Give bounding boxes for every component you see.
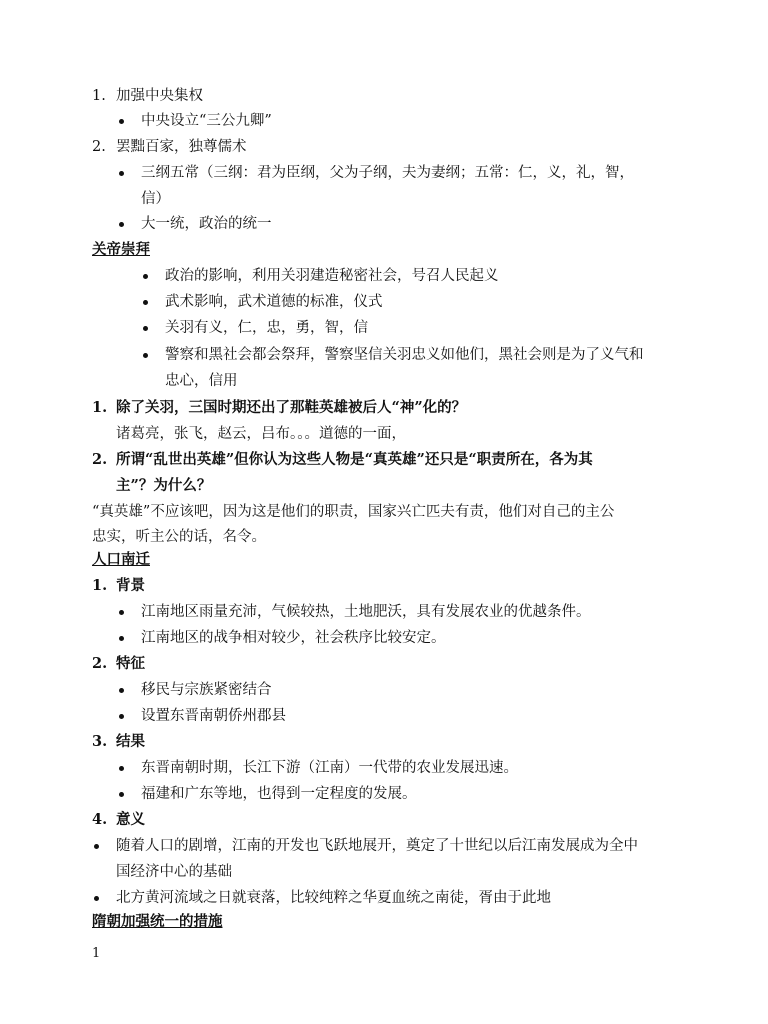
question: 除了关羽，三国时期还出了那鞋英雄被后人“神”化的？: [116, 399, 467, 416]
bullet-item: 随着人口的剧增，江南的开发也飞跃地展开，奠定了十世纪以后江南发展成为全中: [116, 838, 638, 854]
bullet-icon: [143, 274, 148, 279]
bullet-icon: [143, 353, 148, 358]
bullet-item-continued: 国经济中心的基础: [116, 864, 232, 880]
question-number: 2.: [92, 451, 108, 468]
section-heading: 人口南迁: [92, 551, 150, 568]
bullet-item: 关羽有义，仁，忠，勇，智，信: [165, 320, 368, 336]
bullet-item: 三纲五常（三纲：君为臣纲，父为子纲，夫为妻纲；五常：仁，义，礼，智，: [141, 165, 634, 181]
answer: “真英雄”不应该吧，因为这是他们的职责，国家兴亡匹夫有责，他们对自己的主公: [92, 504, 615, 520]
subheading: 结果: [116, 733, 145, 750]
list-number: 1.: [92, 577, 108, 594]
subheading: 背景: [116, 577, 145, 594]
bullet-item: 设置东晋南朝侨州郡县: [141, 708, 286, 724]
bullet-item: 东晋南朝时期，长江下游（江南）一代带的农业发展迅速。: [141, 760, 518, 776]
bullet-item-continued: 信）: [141, 191, 170, 207]
list-number: 4.: [92, 811, 108, 828]
list-item: 罢黜百家，独尊儒术: [116, 139, 247, 155]
section-heading: 关帝崇拜: [92, 241, 150, 258]
question: 所谓“乱世出英雄”但你认为这些人物是“真英雄”还只是“职责所在，各为其: [116, 451, 593, 468]
bullet-item: 福建和广东等地，也得到一定程度的发展。: [141, 786, 417, 802]
page-number: 1: [92, 946, 101, 961]
bullet-icon: [119, 766, 124, 771]
bullet-item: 江南地区的战争相对较少，社会秩序比较安定。: [141, 630, 446, 646]
list-item: 加强中央集权: [116, 88, 203, 104]
bullet-item: 移民与宗族紧密结合: [141, 682, 272, 698]
bullet-icon: [94, 896, 99, 901]
bullet-icon: [143, 326, 148, 331]
list-number: 2.: [92, 655, 108, 672]
bullet-item: 北方黄河流域之日就衰落，比较纯粹之华夏血统之南徒，胥由于此地: [116, 890, 551, 906]
bullet-icon: [119, 714, 124, 719]
answer: 诸葛亮，张飞，赵云，吕布。。。道德的一面，: [116, 426, 406, 442]
bullet-icon: [94, 844, 99, 849]
bullet-icon: [119, 222, 124, 227]
subheading: 意义: [116, 811, 145, 828]
bullet-item: 大一统，政治的统一: [141, 216, 272, 232]
question-number: 1.: [92, 399, 108, 416]
bullet-item: 江南地区雨量充沛，气候较热，土地肥沃，具有发展农业的优越条件。: [141, 604, 591, 620]
answer-continued: 忠实，听主公的话，名令。: [92, 529, 266, 545]
bullet-item: 政治的影响，利用关羽建造秘密社会，号召人民起义: [165, 268, 499, 284]
bullet-icon: [119, 610, 124, 615]
section-heading: 隋朝加强统一的措施: [92, 913, 223, 930]
bullet-icon: [143, 300, 148, 305]
bullet-icon: [119, 636, 124, 641]
bullet-icon: [119, 119, 124, 124]
list-number: 2.: [92, 139, 106, 155]
list-number: 3.: [92, 733, 108, 750]
bullet-item: 武术影响，武术道德的标准，仪式: [165, 294, 383, 310]
bullet-item: 警察和黑社会都会祭拜，警察坚信关羽忠义如他们，黑社会则是为了义气和: [165, 347, 644, 363]
bullet-icon: [119, 688, 124, 693]
subheading: 特征: [116, 655, 145, 672]
list-number: 1.: [92, 88, 106, 104]
bullet-item: 中央设立“三公九卿”: [141, 113, 272, 129]
question-continued: 主”？为什么？: [116, 477, 212, 494]
bullet-icon: [119, 171, 124, 176]
bullet-item-continued: 忠心，信用: [165, 373, 238, 389]
bullet-icon: [119, 792, 124, 797]
